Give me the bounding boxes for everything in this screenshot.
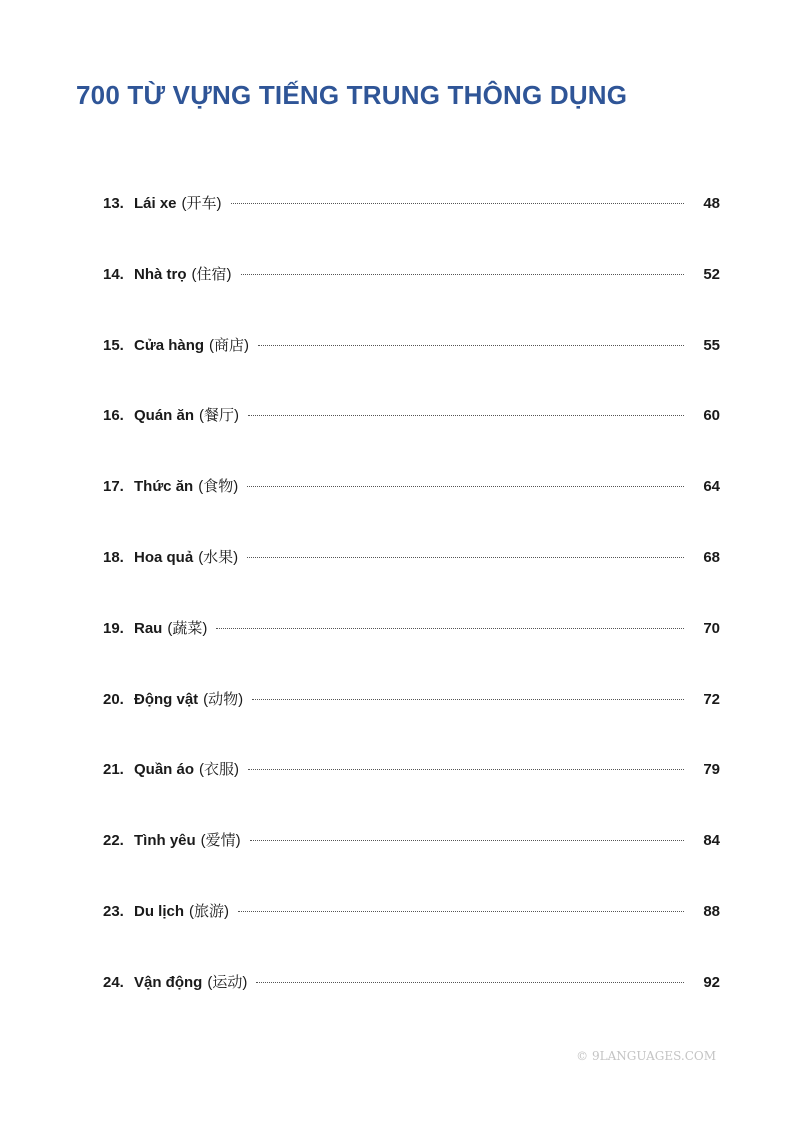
- toc-entry-chinese: (运动): [207, 973, 248, 991]
- toc-entry-chinese: (商店): [209, 336, 250, 354]
- toc-entry-page: 48: [703, 195, 720, 212]
- table-of-contents: [103, 194, 720, 1044]
- toc-entry-title: Rau: [134, 619, 163, 637]
- toc-entry-title: Du lịch: [134, 902, 185, 920]
- toc-entry-number: 21.: [103, 761, 124, 779]
- toc-entry-number: 13.: [103, 195, 124, 212]
- toc-dot-leader: [258, 345, 684, 346]
- toc-entry[interactable]: [103, 760, 720, 831]
- toc-entry-number: 20.: [103, 690, 124, 708]
- toc-entry-title: Cửa hàng: [134, 336, 205, 354]
- toc-entry-page: 60: [703, 407, 720, 425]
- toc-dot-leader: [250, 840, 684, 841]
- toc-entry-page: 52: [703, 265, 720, 283]
- toc-entry-number: 19.: [103, 619, 124, 637]
- toc-entry-title: Động vật: [134, 690, 199, 708]
- toc-entry-title: Nhà trọ: [134, 265, 187, 283]
- toc-entry[interactable]: [103, 265, 720, 336]
- toc-entry-chinese: (开车): [181, 195, 222, 212]
- toc-entry-chinese: (餐厅): [199, 407, 240, 425]
- toc-entry[interactable]: [103, 902, 720, 973]
- toc-entry-number: 23.: [103, 902, 124, 920]
- toc-entry-chinese: (蔬菜): [167, 619, 208, 637]
- toc-entry-chinese: (旅游): [189, 902, 230, 920]
- toc-entry-number: 24.: [103, 973, 124, 991]
- toc-entry-page: 92: [703, 973, 720, 991]
- toc-entry-title: Quán ăn: [134, 407, 195, 425]
- toc-entry-chinese: (住宿): [191, 265, 232, 283]
- toc-entry[interactable]: [103, 336, 720, 407]
- toc-entry-number: 22.: [103, 832, 124, 850]
- toc-entry-number: 14.: [103, 265, 124, 283]
- toc-dot-leader: [216, 628, 684, 629]
- toc-entry[interactable]: [103, 831, 720, 902]
- toc-entry[interactable]: [103, 973, 720, 1044]
- toc-dot-leader: [241, 274, 685, 275]
- toc-entry-page: 70: [703, 619, 720, 637]
- toc-entry-page: 79: [703, 761, 720, 779]
- toc-dot-leader: [248, 415, 684, 416]
- toc-entry-title: Tình yêu: [134, 832, 196, 850]
- toc-entry-number: 16.: [103, 407, 124, 425]
- toc-dot-leader: [248, 769, 684, 770]
- toc-entry-title: Hoa quả: [134, 548, 194, 566]
- toc-entry[interactable]: [103, 194, 720, 265]
- document-title: 700 TỪ VỰNG TIẾNG TRUNG THÔNG DỤNG: [76, 80, 628, 110]
- toc-dot-leader: [238, 911, 684, 912]
- toc-entry-number: 17.: [103, 478, 124, 496]
- toc-entry-number: 18.: [103, 548, 124, 566]
- toc-dot-leader: [247, 557, 684, 558]
- toc-entry-page: 68: [703, 548, 720, 566]
- toc-dot-leader: [247, 486, 684, 487]
- toc-dot-leader: [252, 699, 684, 700]
- toc-entry-page: 84: [703, 832, 720, 850]
- toc-entry[interactable]: [103, 548, 720, 619]
- toc-entry-page: 55: [703, 336, 720, 354]
- toc-entry-chinese: (食物): [198, 478, 239, 496]
- toc-entry-title: Thức ăn: [134, 478, 194, 496]
- toc-entry-page: 88: [703, 902, 720, 920]
- toc-entry-chinese: (动物): [203, 690, 244, 708]
- toc-entry-title: Vận động: [134, 973, 203, 991]
- toc-entry-chinese: (爱情): [200, 832, 241, 850]
- toc-entry-page: 72: [703, 690, 720, 708]
- toc-entry[interactable]: [103, 690, 720, 761]
- watermark: © 9LANGUAGES.COM: [576, 1049, 716, 1063]
- toc-entry[interactable]: [103, 477, 720, 548]
- toc-entry-chinese: (衣服): [199, 761, 240, 779]
- toc-entry[interactable]: [103, 406, 720, 477]
- toc-dot-leader: [256, 982, 684, 983]
- toc-entry-title: Lái xe: [134, 195, 177, 212]
- toc-entry-title: Quần áo: [134, 761, 195, 779]
- toc-entry-number: 15.: [103, 336, 124, 354]
- toc-entry-chinese: (水果): [198, 548, 239, 566]
- toc-dot-leader: [231, 203, 684, 204]
- toc-entry[interactable]: [103, 619, 720, 690]
- toc-entry-page: 64: [703, 478, 720, 496]
